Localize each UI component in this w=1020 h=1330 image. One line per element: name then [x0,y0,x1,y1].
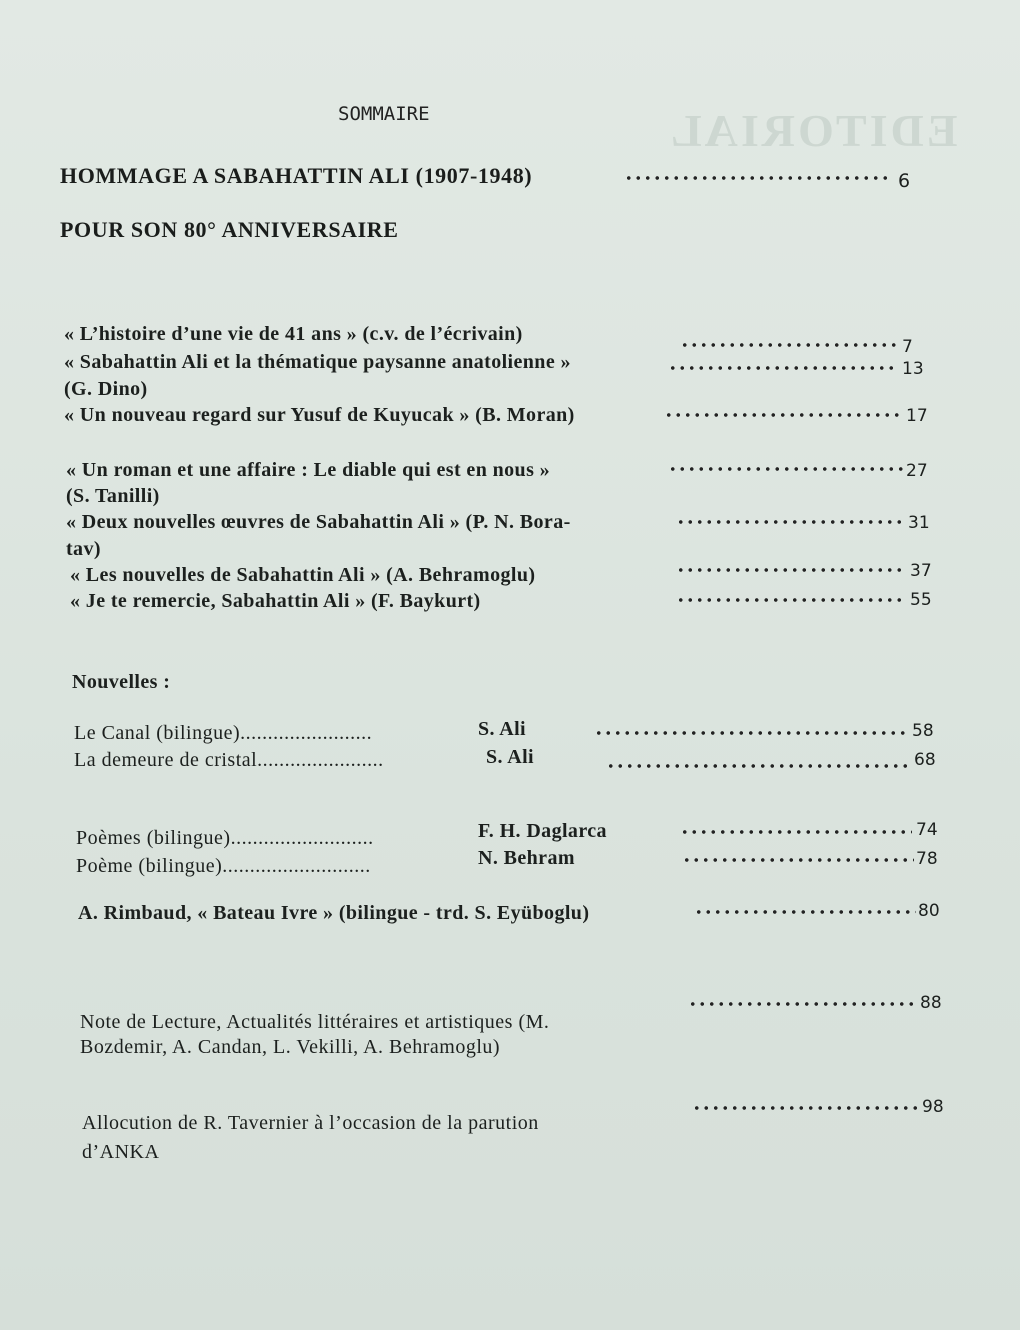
toc-entry-author: S. Ali [486,746,534,768]
toc-entry-line: Allocution de R. Tavernier à l’occasion de la parution [82,1112,539,1134]
dot-leader [688,1002,916,1006]
toc-entry-line: tav) [66,538,101,560]
section-subheading: POUR SON 80° ANNIVERSAIRE [60,217,399,242]
toc-entry-line: « L’histoire d’une vie de 41 ans » (c.v. de l’écrivain) [64,323,523,345]
toc-entry-line: d’ANKA [82,1141,160,1163]
toc-entry-line: « Deux nouvelles œuvres de Sabahattin Ali » (P. N. Bora- [66,511,571,533]
page-number: 74 [916,820,938,840]
toc-entry-title: Le Canal (bilingue)........................ [74,722,373,744]
toc-entry-line: Bozdemir, A. Candan, L. Vekilli, A. Behramoglu) [80,1036,501,1058]
page-number: 98 [922,1097,944,1117]
page-number: 7 [902,337,913,357]
dot-leader [664,413,902,417]
toc-entry-title: La demeure de cristal....................... [74,749,384,771]
dot-leader [694,910,916,914]
page-number: 58 [912,721,934,741]
dot-leader [606,764,912,768]
toc-entry-title: Poème (bilingue)........................... [76,855,371,877]
page-number: 80 [918,901,940,921]
dot-leader [682,858,914,862]
toc-entry-line: « Je te remercie, Sabahattin Ali » (F. Baykurt) [70,590,481,612]
dot-leader [676,520,904,524]
page-number: 37 [910,561,932,581]
section-label-nouvelles: Nouvelles : [72,671,171,693]
dot-leader [676,568,906,572]
page-number: 68 [914,750,936,770]
dot-leader [594,731,910,735]
page-title: SOMMAIRE [338,103,430,125]
toc-entry-line: « Un nouveau regard sur Yusuf de Kuyucak » (B. Moran) [64,404,575,426]
page-number: 27 [906,461,928,481]
dot-leader [624,176,892,180]
toc-entry-author: F. H. Daglarca [478,820,607,842]
page-number: 55 [910,590,932,610]
toc-entry-author: N. Behram [478,847,575,869]
toc-entry-line: A. Rimbaud, « Bateau Ivre » (bilingue - trd. S. Eyüboglu) [78,902,590,924]
toc-entry-author: S. Ali [478,718,526,740]
dot-leader [692,1106,918,1110]
toc-entry-line: (G. Dino) [64,378,148,400]
bleed-through-title: EDITORIAL [668,105,958,156]
toc-entry-title: Poèmes (bilingue).......................... [76,827,374,849]
dot-leader [676,598,906,602]
page-number: 78 [916,849,938,869]
page-number: 13 [902,359,924,379]
toc-entry-line: « Les nouvelles de Sabahattin Ali » (A. Behramoglu) [70,564,536,586]
section-heading-hommage: HOMMAGE A SABAHATTIN ALI (1907-1948) [60,163,533,188]
page-number: 88 [920,993,942,1013]
dot-leader [680,343,896,347]
dot-leader [680,830,912,834]
dot-leader [668,467,904,471]
toc-entry-line: (S. Tanilli) [66,485,160,507]
page-number: 31 [908,513,930,533]
dot-leader [668,366,896,370]
toc-entry-line: Note de Lecture, Actualités littéraires et artistiques (M. [80,1011,550,1033]
toc-entry-line: « Un roman et une affaire : Le diable qui est en nous » [66,459,551,481]
page-number: 6 [898,170,911,192]
page-number: 17 [906,406,928,426]
toc-entry-line: « Sabahattin Ali et la thématique paysanne anatolienne » [64,351,571,373]
